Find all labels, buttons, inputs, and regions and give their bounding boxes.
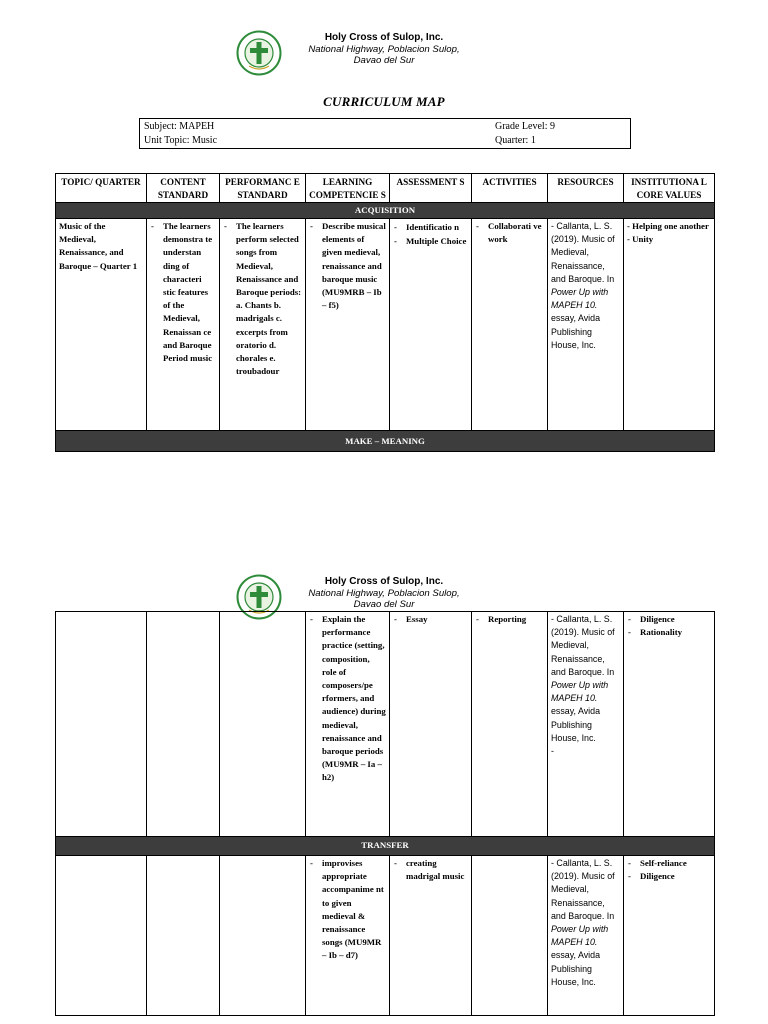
cell-activities <box>472 612 548 837</box>
assessment-item: - Identificatio n <box>393 221 468 234</box>
cell-core-values <box>624 612 715 837</box>
cell-content-standard-empty <box>147 612 220 837</box>
core-value-item: - Diligence <box>627 870 711 883</box>
competency-text: - Describe musical elements of given medieval, renaissance and baroque music (MU9MRB – Ib – f5) <box>309 220 386 312</box>
cell-core-values <box>624 856 715 1016</box>
resource-trailer: - <box>551 746 554 757</box>
table-row <box>56 219 715 431</box>
table-header-row <box>56 174 715 203</box>
performance-standard-text: - The learners perform selected songs from Medieval, Renaissance and Baroque periods: a. Chants b. madrigals c. excerpts from oratorio d. chorales e. troubadour <box>223 220 302 378</box>
cell-activities <box>472 219 548 431</box>
core-value-item: - Self-reliance <box>627 857 711 870</box>
cell-resources <box>548 856 624 1016</box>
school-address-line1: National Highway, Poblacion Sulop, <box>308 43 460 55</box>
section-label-acquisition: ACQUISITION <box>56 203 715 219</box>
resource-suffix: essay, Avida Publishing House, Inc. <box>551 950 601 987</box>
activity-text: - Reporting <box>475 613 544 626</box>
col-header-learning-competencies: LEARNING COMPETENCIE S <box>306 174 390 203</box>
competency-text: - improvises appropriate accompanime nt to given medieval & renaissance songs (MU9MR – Ib – d7) <box>309 857 386 963</box>
cell-topic: Music of the Medieval, Renaissance, and Baroque – Quarter 1 <box>56 219 147 431</box>
school-address-line2: Davao del Sur <box>353 599 415 610</box>
col-header-activities: ACTIVITIES <box>472 174 548 203</box>
cell-assessments <box>390 856 472 1016</box>
school-name: Holy Cross of Sulop, Inc. <box>324 576 444 587</box>
cell-resources <box>548 219 624 431</box>
school-info <box>288 576 480 611</box>
resource-prefix: - Callanta, L. S. (2019). Music of Medieval, Renaissance, and Baroque. In <box>551 858 615 921</box>
section-band-acquisition <box>56 203 715 219</box>
resource-suffix: essay, Avida Publishing House, Inc. <box>551 706 601 743</box>
subject-info-box <box>139 118 631 149</box>
unit-topic-label: Unit Topic: Music <box>144 135 218 146</box>
resource-prefix: - Callanta, L. S. (2019). Music of Medieval, Renaissance, and Baroque. In <box>551 221 615 284</box>
school-name: Holy Cross of Sulop, Inc. <box>324 32 444 43</box>
cell-assessments <box>390 219 472 431</box>
assessment-item: - creating madrigal music <box>393 857 468 883</box>
col-header-content-standard: CONTENT STANDARD <box>147 174 220 203</box>
cell-competency <box>306 856 390 1016</box>
col-header-core-values: INSTITUTIONA L CORE VALUES <box>624 174 715 203</box>
section-band-transfer <box>56 837 715 856</box>
cell-performance-standard <box>220 219 306 431</box>
resource-prefix: - Callanta, L. S. (2019). Music of Medieval, Renaissance, and Baroque. In <box>551 614 615 677</box>
core-value-item: - Diligence <box>627 613 711 626</box>
resource-book-title: Power Up with MAPEH 10. <box>551 287 609 311</box>
document-title: CURRICULUM MAP <box>323 94 445 109</box>
table-row <box>56 612 715 837</box>
section-label-transfer: TRANSFER <box>56 837 715 856</box>
curriculum-table-page1 <box>55 173 715 452</box>
cell-competency <box>306 219 390 431</box>
section-band-make-meaning <box>56 431 715 452</box>
core-value-item: - Unity <box>627 234 654 245</box>
table-row <box>56 856 715 1016</box>
cell-topic-empty <box>56 856 147 1016</box>
cell-content-standard <box>147 219 220 431</box>
school-address-line1: National Highway, Poblacion Sulop, <box>308 587 460 599</box>
activity-text: - Collaborati ve work <box>475 220 544 246</box>
cell-activities-empty <box>472 856 548 1016</box>
competency-text: - Explain the performance practice (setting, composition, role of composers/pe rformers, and audience) during medieval, renaissance and baroque periods (MU9MR – Ia – h2) <box>309 613 386 785</box>
section-label-make-meaning: MAKE – MEANING <box>56 431 715 452</box>
school-info <box>288 32 480 67</box>
resource-book-title: Power Up with MAPEH 10. <box>551 924 609 948</box>
school-header <box>0 28 768 84</box>
cell-assessments <box>390 612 472 837</box>
grade-level-label: Grade Level: 9 <box>495 121 555 132</box>
cell-competency <box>306 612 390 837</box>
resource-suffix: essay, Avida Publishing House, Inc. <box>551 313 601 350</box>
assessment-item: - Multiple Choice <box>393 235 468 248</box>
cell-topic-empty <box>56 612 147 837</box>
cell-resources <box>548 612 624 837</box>
curriculum-table-page2 <box>55 611 715 1016</box>
col-header-performance-standard: PERFORMANC E STANDARD <box>220 174 306 203</box>
quarter-label: Quarter: 1 <box>495 135 536 146</box>
cell-content-standard-empty <box>147 856 220 1016</box>
core-value-item: - Rationality <box>627 626 711 639</box>
cell-core-values <box>624 219 715 431</box>
resource-book-title: Power Up with MAPEH 10. <box>551 680 609 704</box>
assessment-item: - Essay <box>393 613 468 626</box>
core-value-item: - Helping one another <box>627 221 709 231</box>
col-header-assessments: ASSESSMENT S <box>390 174 472 203</box>
cell-performance-standard-empty <box>220 856 306 1016</box>
school-address-line2: Davao del Sur <box>353 55 415 66</box>
content-standard-text: - The learners demonstra te understan ding of characteri stic features of the Medieval, Renaissan ce and Baroque Period music <box>150 220 216 365</box>
cell-performance-standard-empty <box>220 612 306 837</box>
school-seal-logo <box>236 30 282 76</box>
col-header-topic: TOPIC/ QUARTER <box>56 174 147 203</box>
col-header-resources: RESOURCES <box>548 174 624 203</box>
subject-label: Subject: MAPEH <box>144 121 215 132</box>
